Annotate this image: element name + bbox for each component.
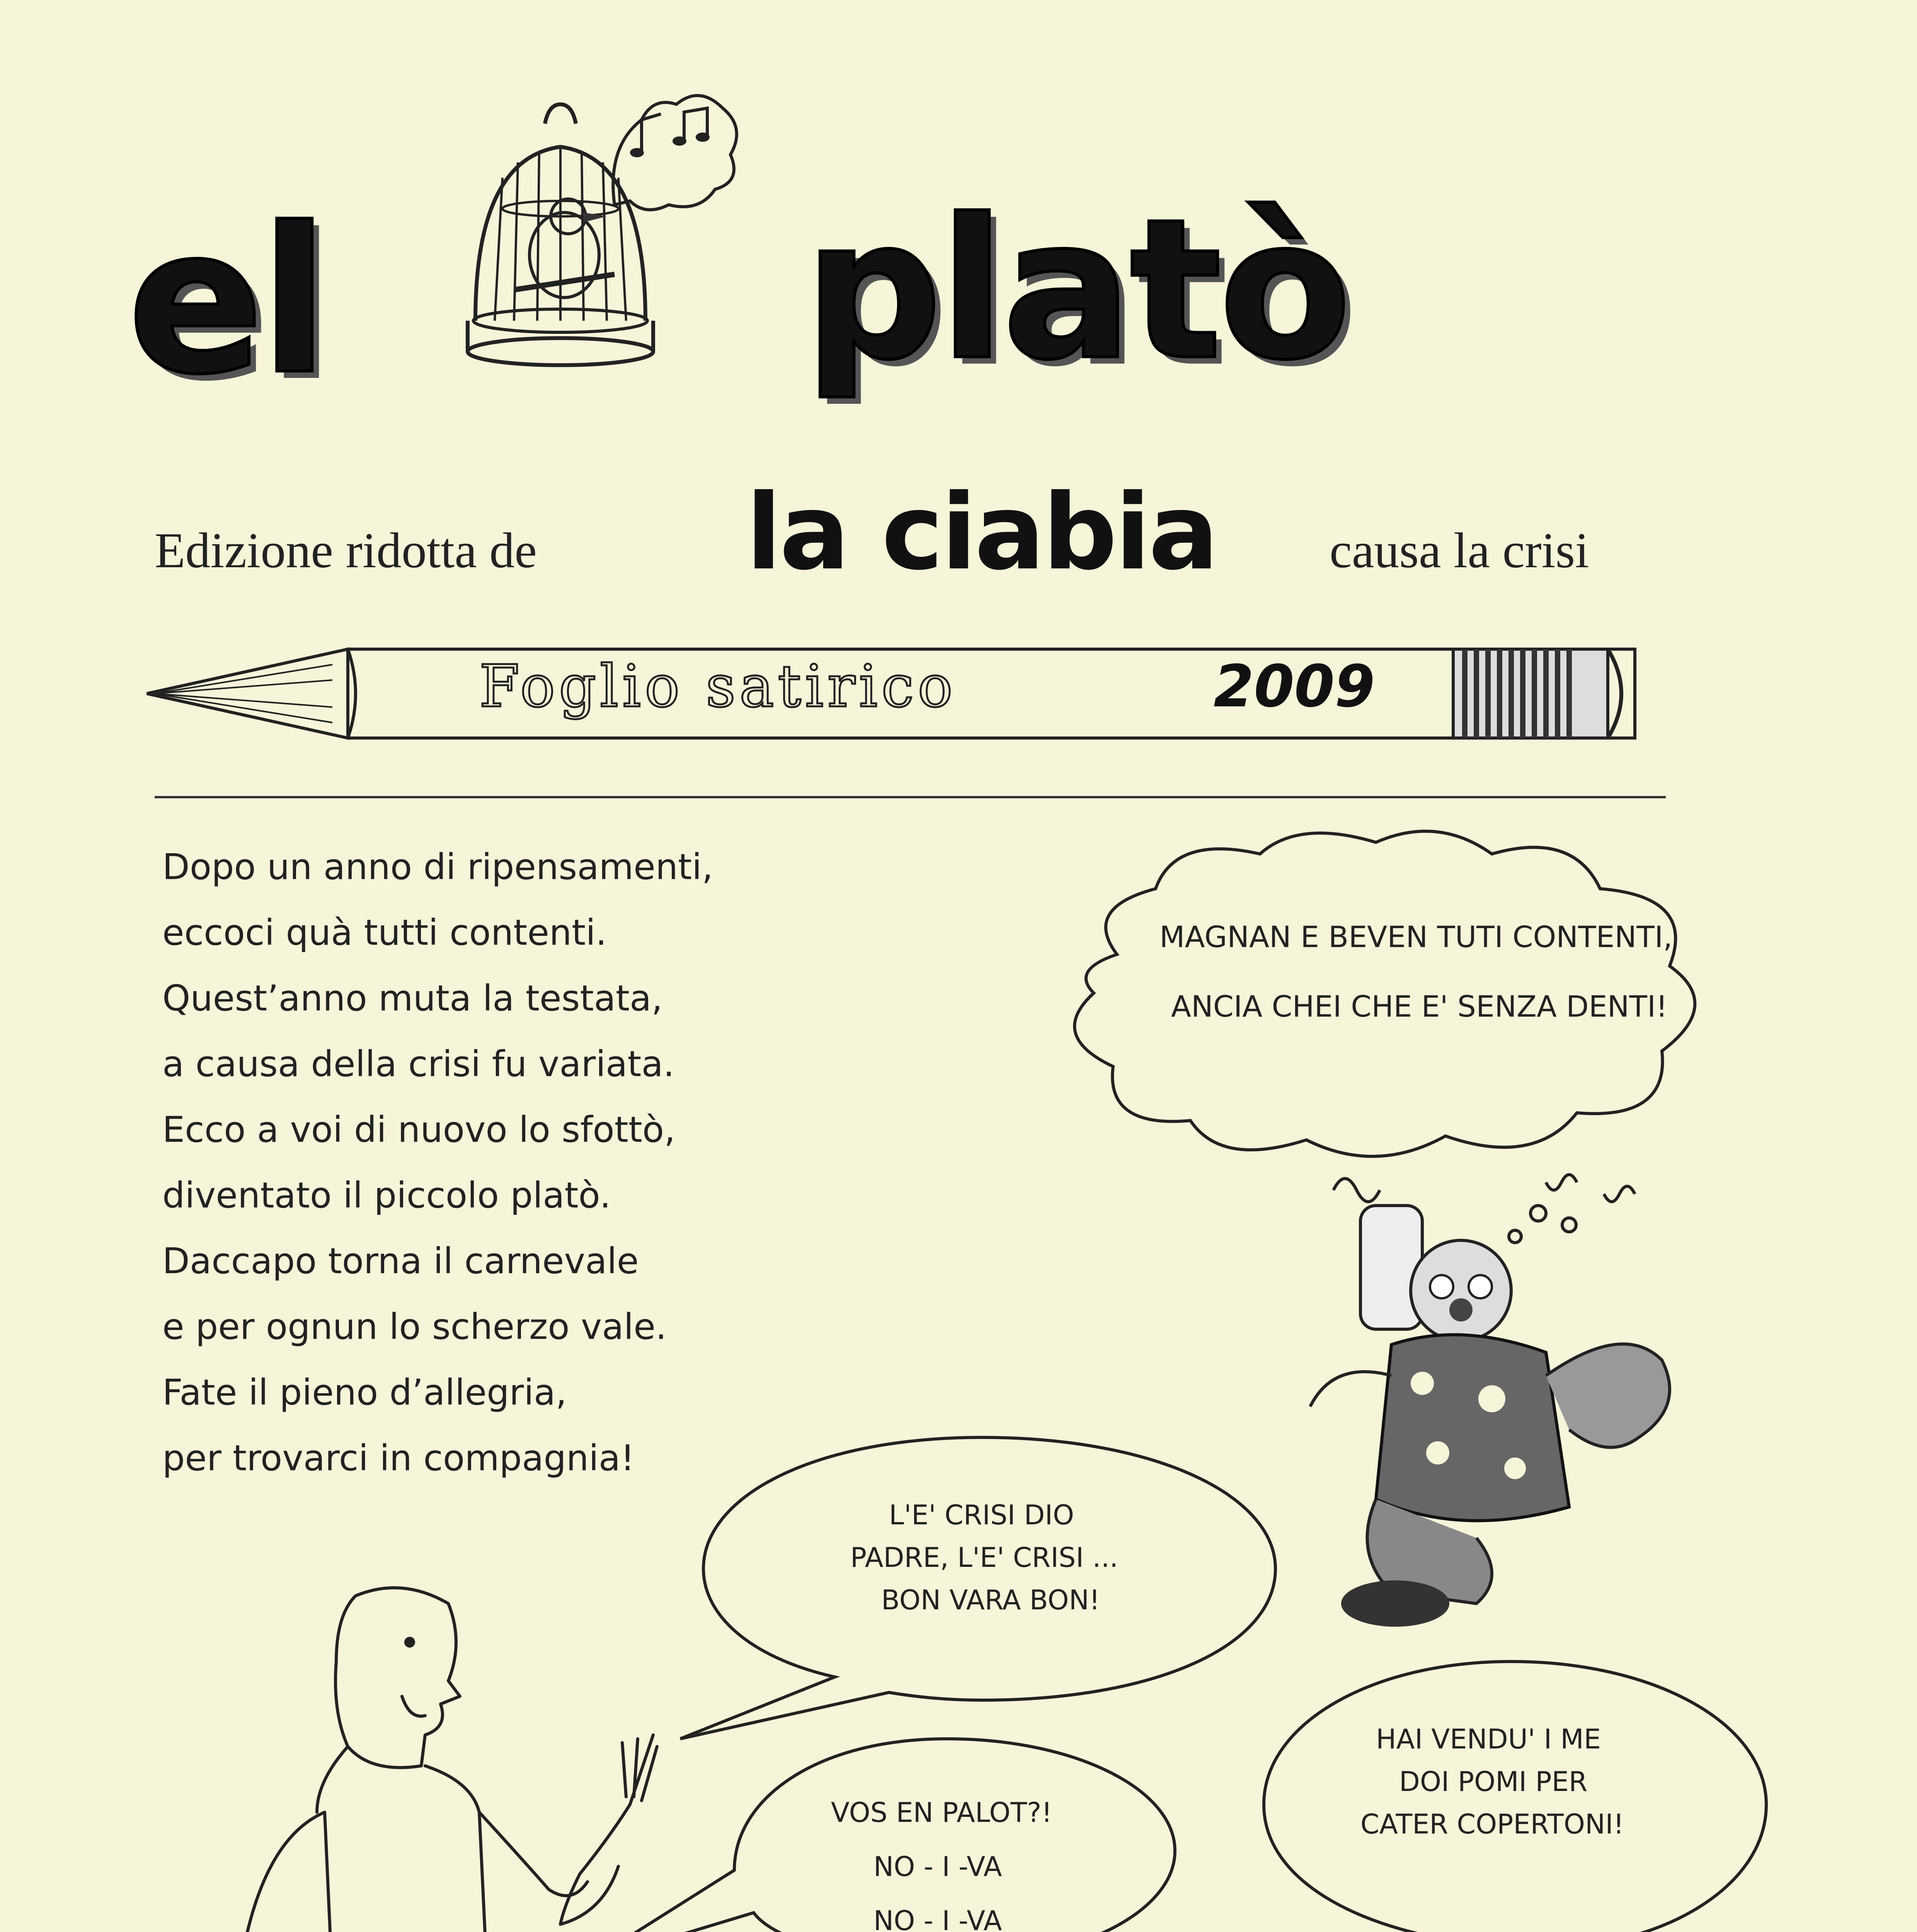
pomi-line-3: CATER COPERTONI! xyxy=(1360,1808,1624,1840)
edition-left-text: Edizione ridotta de xyxy=(155,523,537,578)
palot-line-2: NO - I -VA xyxy=(873,1851,1002,1883)
poem-line-6: diventato il piccolo platò. xyxy=(162,1175,611,1216)
poem-line-10: per trovarci in compagnia! xyxy=(162,1437,635,1479)
crisi-line-3: BON VARA BON! xyxy=(881,1584,1100,1616)
palot-line-1: VOS EN PALOT?! xyxy=(831,1797,1052,1828)
palot-line-3: NO - I -VA xyxy=(873,1905,1002,1932)
pomi-line-2: DOI POMI PER xyxy=(1399,1766,1588,1798)
poem-line-3: Quest’anno muta la testata, xyxy=(162,978,663,1019)
poem-line-5: Ecco a voi di nuovo lo sfottò, xyxy=(162,1109,676,1150)
edition-right-text: causa la crisi xyxy=(1330,523,1589,578)
thought-line-1: MAGNAN E BEVEN TUTI CONTENTI, xyxy=(1159,920,1673,954)
banner-label: Foglio satirico xyxy=(479,653,957,720)
title-plato: platò xyxy=(804,177,1349,402)
birdcage-icon xyxy=(460,89,746,475)
crisi-line-1: L'E' CRISI DIO xyxy=(889,1499,1074,1531)
poem-line-2: eccoci quà tutti contenti. xyxy=(162,912,607,953)
poem-line-9: Fate il pieno d’allegria, xyxy=(162,1372,567,1413)
clown-illustration xyxy=(1275,1159,1720,1642)
thought-line-2: ANCIA CHEI CHE E' SENZA DENTI! xyxy=(1171,989,1668,1024)
pomi-line-1: HAI VENDU' I ME xyxy=(1376,1723,1601,1755)
crisi-line-2: PADRE, L'E' CRISI ... xyxy=(850,1542,1119,1573)
separator-line xyxy=(155,796,1666,798)
poem-line-4: a causa della crisi fu variata. xyxy=(162,1043,675,1085)
title-el: el xyxy=(128,184,325,418)
poem-line-1: Dopo un anno di ripensamenti, xyxy=(162,846,713,888)
banner-year: 2009 xyxy=(1214,653,1375,720)
poem-line-8: e per ognun lo scherzo vale. xyxy=(162,1306,667,1347)
man-illustration xyxy=(155,1565,715,1932)
poem-line-7: Daccapo torna il carnevale xyxy=(162,1240,639,1282)
subtitle-la-ciabia: la ciabia xyxy=(746,471,1217,593)
